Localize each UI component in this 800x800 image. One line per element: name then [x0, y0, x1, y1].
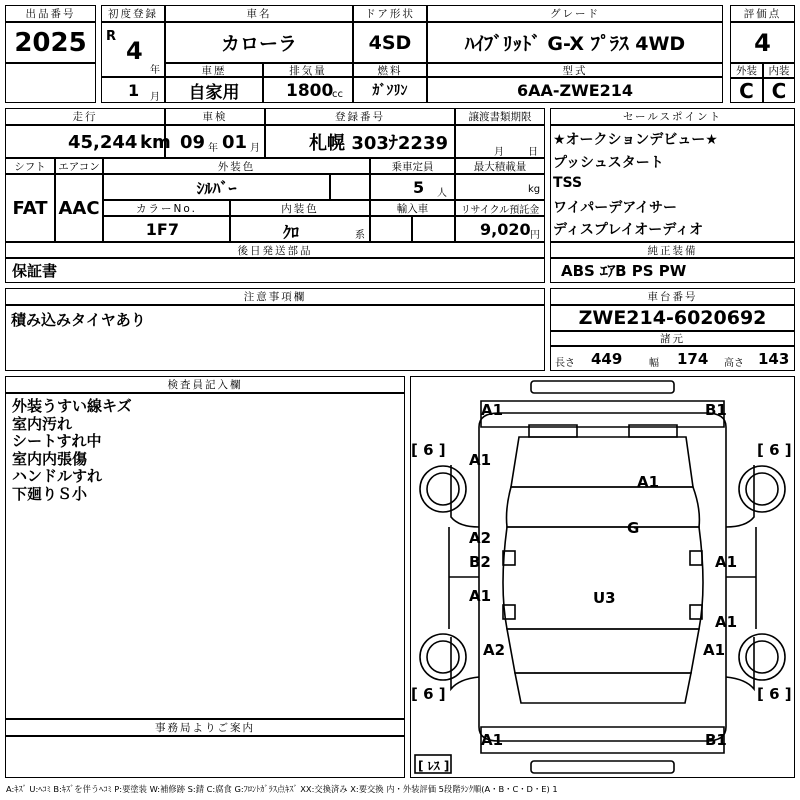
inspector-notes — [6, 394, 404, 507]
inspector-line: シートすれ中 — [12, 432, 102, 450]
int-color: ｸﾛ — [283, 223, 300, 242]
shift-label: シフト — [5, 158, 55, 174]
sales-points-label: セールスポイント — [550, 108, 795, 125]
mark-left-fender: A1 — [469, 451, 492, 469]
later-parts: 保証書 — [5, 258, 545, 283]
front-panel-outline — [481, 401, 724, 427]
car-name: カローラ — [165, 22, 353, 63]
recycle-box — [455, 216, 545, 242]
trunk-outline — [515, 673, 691, 703]
mileage: 45,244 — [68, 132, 138, 153]
mark-front-left-door-2: B2 — [469, 553, 491, 571]
specs-box — [550, 346, 795, 371]
displacement: 1800 — [286, 81, 334, 101]
width-label: 幅 — [649, 358, 659, 369]
later-parts-label: 後日発送部品 — [5, 242, 545, 258]
interior-label: 内装 — [763, 63, 795, 78]
import-b — [412, 216, 455, 242]
length-label: 長さ — [555, 358, 575, 369]
specs-label: 諸元 — [550, 331, 795, 346]
recycle-label: リサイクル預託金 — [455, 200, 545, 216]
lot-blank — [5, 63, 96, 103]
history-label: 車歴 — [165, 63, 263, 77]
displacement-unit: cc — [332, 89, 343, 100]
fuel: ｶﾞｿﾘﾝ — [353, 77, 427, 103]
plate-number: 札幌 303ﾅ2239 — [265, 125, 455, 158]
reg-year: 4 — [126, 37, 143, 65]
recycle-unit: 円 — [530, 230, 540, 241]
inspector-label: 検査員記入欄 — [5, 376, 405, 393]
plate-label: 登録番号 — [265, 108, 455, 125]
notes-label: 注意事項欄 — [5, 288, 545, 305]
mark-windshield: G — [627, 519, 640, 537]
height: 143 — [758, 350, 790, 368]
capacity-unit: 人 — [437, 188, 447, 199]
office-label: 事務局よりご案内 — [5, 719, 405, 736]
transfer-month: 月 — [494, 147, 504, 158]
displacement-label: 排気量 — [263, 63, 353, 77]
color-no-label: カラーNo. — [103, 200, 230, 216]
inspection-label: 車検 — [165, 108, 265, 125]
inspection-box — [165, 125, 265, 158]
mileage-unit: km — [140, 132, 171, 153]
inspector-line: 室内汚れ — [12, 414, 73, 433]
exterior-label: 外装 — [730, 63, 763, 78]
grade: ﾊｲﾌﾞﾘｯﾄﾞ G-X ﾌﾟﾗｽ 4WD — [427, 22, 723, 63]
score-label: 評価点 — [730, 5, 795, 22]
sales-point-item: ディスプレイオーディオ — [553, 222, 704, 238]
front-right-hub — [746, 473, 778, 505]
load-box — [455, 174, 545, 200]
inspection-year: 09 — [180, 132, 206, 153]
equipment-label: 純正装備 — [550, 242, 795, 258]
door-type: 4SD — [353, 22, 427, 63]
mark-roof: U3 — [593, 589, 616, 607]
sales-point-item: ★オークションデビュー★ — [553, 132, 718, 148]
office-box — [5, 736, 405, 778]
mark-rear-right-door: A1 — [715, 613, 738, 631]
fuel-label: 燃料 — [353, 63, 427, 77]
int-color-label: 内装色 — [230, 200, 370, 216]
chassis-label: 車台番号 — [550, 288, 795, 305]
first-reg-month — [101, 77, 165, 103]
spare-label: [ ﾚｽ ] — [418, 759, 450, 773]
transfer-box — [455, 125, 545, 158]
sales-point-item: ワイパーデアイサー — [553, 200, 678, 216]
right-mirror-mark — [690, 551, 702, 565]
rear-panel-outline — [481, 727, 724, 753]
capacity-label: 乗車定員 — [370, 158, 455, 174]
bonnet-outline — [511, 437, 693, 487]
reg-year-unit: 年 — [150, 65, 160, 76]
notes: 積み込みタイヤあり — [11, 311, 146, 329]
recycle: 9,020 — [480, 220, 531, 239]
inspection-year-unit: 年 — [208, 143, 218, 154]
model: 6AA-ZWE214 — [427, 77, 723, 103]
tire-rear-right: [ 6 ] — [757, 685, 792, 703]
mark-rear-left-fender: A2 — [483, 641, 506, 659]
mark-front-right: B1 — [705, 401, 727, 419]
grade-label: グレード — [427, 5, 723, 22]
notes-box — [5, 305, 545, 371]
sales-point-item: TSS — [553, 175, 583, 191]
height-label: 高さ — [724, 358, 744, 369]
damage-diagram — [410, 376, 795, 778]
car-outline — [411, 377, 794, 777]
load-unit: kg — [528, 184, 541, 195]
reg-month: 1 — [128, 81, 140, 100]
history: 自家用 — [165, 77, 263, 103]
mark-rear-bumper: A1 — [481, 731, 504, 749]
model-label: 型式 — [427, 63, 723, 77]
ac-label: エアコン — [55, 158, 103, 174]
mileage-box — [5, 125, 171, 158]
transfer-label: 譲渡書類期限 — [455, 108, 545, 125]
interior-score: C — [763, 78, 795, 103]
mark-front-right-door: A1 — [715, 553, 738, 571]
inspector-line: ハンドルすれ — [12, 467, 103, 485]
mark-rear-right-fender: A1 — [703, 641, 726, 659]
color-no: 1F7 — [103, 216, 230, 242]
reg-month-unit: 月 — [150, 92, 160, 103]
transfer-day: 日 — [528, 147, 538, 158]
exterior-score: C — [730, 78, 763, 103]
mark-front-left-door: A2 — [469, 529, 492, 547]
inspector-line: 下廻りＳ小 — [12, 484, 88, 503]
rear-bumper-outline — [531, 761, 674, 773]
length: 449 — [591, 350, 623, 368]
tire-front-left: [ 6 ] — [411, 441, 446, 459]
first-reg-label: 初度登録 — [101, 5, 165, 22]
capacity: 5 — [413, 178, 425, 197]
door-label: ドア形状 — [353, 5, 427, 22]
inspector-line: 室内内張傷 — [12, 449, 88, 468]
load-label: 最大積載量 — [455, 158, 545, 174]
front-bumper-outline — [531, 381, 674, 393]
name-label: 車名 — [165, 5, 353, 22]
tire-front-right: [ 6 ] — [757, 441, 792, 459]
inspector-line: 外装うすい線キズ — [12, 397, 132, 415]
mileage-label: 走行 — [5, 108, 165, 125]
inspector-box — [5, 393, 405, 719]
roof-outline — [503, 527, 703, 629]
tire-rear-left: [ 6 ] — [411, 685, 446, 703]
chassis-number: ZWE214-6020692 — [550, 305, 795, 331]
ext-color: ｼﾙﾊﾞｰ — [103, 174, 330, 200]
front-left-hub — [427, 473, 459, 505]
mark-bonnet: A1 — [637, 473, 660, 491]
sales-point-item: プッシュスタート — [553, 155, 664, 171]
inspection-month-unit: 月 — [250, 143, 260, 154]
lot-number: 2025 — [5, 22, 96, 63]
shift: FAT — [5, 174, 55, 242]
rear-right-hub — [746, 641, 778, 673]
lot-label: 出品番号 — [5, 5, 96, 22]
equipment: ABS ｴｱB PS PW — [550, 258, 795, 283]
mark-rear-right: B1 — [705, 731, 727, 749]
ext-color-sub — [330, 174, 370, 200]
inspection-month: 01 — [222, 132, 248, 153]
width: 174 — [677, 350, 709, 368]
import-label: 輸入車 — [370, 200, 455, 216]
legend: A:ｷｽﾞ U:ﾍｺﾐ B:ｷｽﾞを伴うﾍｺﾐ P:要塗装 W:補修跡 S:錆 C:腐食 G:ﾌﾛﾝﾄｶﾞﾗｽ点ｷｽﾞ XX:交換済み X:要交換 内・外装評価 5段階ﾗﾝｸ順(A・B・C・D・E) 1 — [6, 784, 558, 794]
era: R — [106, 29, 117, 44]
score: 4 — [730, 22, 795, 63]
ac: AAC — [55, 174, 103, 242]
sales-points-box — [550, 125, 795, 242]
int-color-box — [230, 216, 370, 242]
import-a — [370, 216, 412, 242]
displacement-box — [263, 77, 353, 103]
capacity-box — [370, 174, 455, 200]
windshield-outline — [507, 487, 700, 527]
mark-rear-left-door: A1 — [469, 587, 492, 605]
ext-color-label: 外装色 — [103, 158, 370, 174]
rear-glass-outline — [507, 629, 699, 673]
int-color-unit: 系 — [355, 230, 365, 241]
mark-front-bumper: A1 — [481, 401, 504, 419]
rear-left-hub — [427, 641, 459, 673]
first-reg-year — [101, 22, 165, 77]
